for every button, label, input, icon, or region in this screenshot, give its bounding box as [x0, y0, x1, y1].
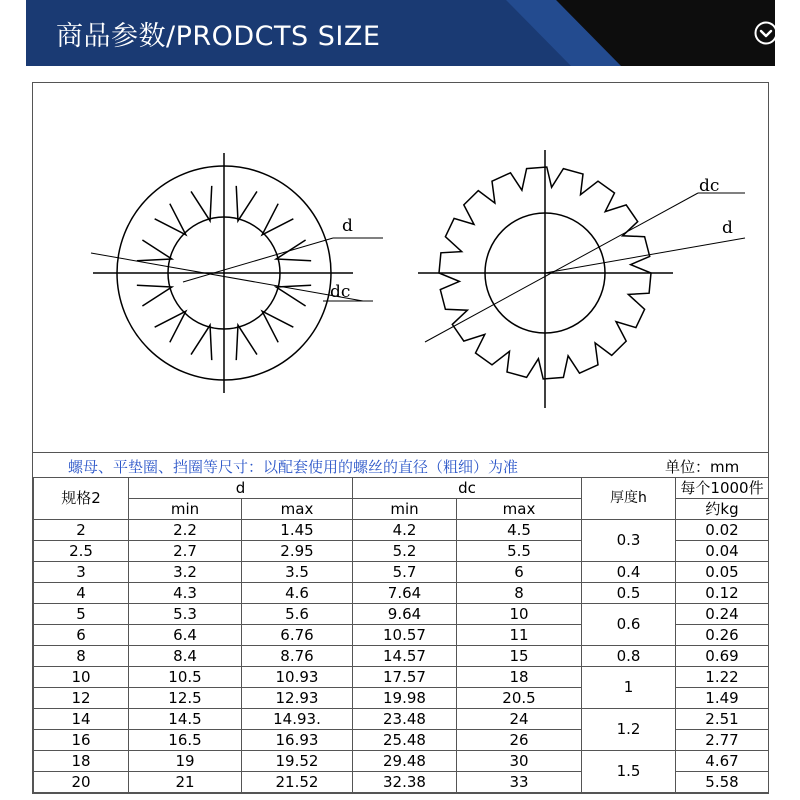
d-max-cell: 19.52	[242, 751, 353, 772]
spec-cell: 14	[34, 709, 129, 730]
table-row	[34, 751, 769, 772]
d-min-cell: 2.2	[129, 520, 242, 541]
weight-cell: 2.51	[676, 709, 769, 730]
right-dc-label: dc	[699, 176, 720, 196]
weight-cell: 0.05	[676, 562, 769, 583]
table-row	[34, 562, 769, 583]
d-max-cell: 10.93	[242, 667, 353, 688]
weight-cell: 1.49	[676, 688, 769, 709]
dc-max-cell: 8	[457, 583, 582, 604]
spec-cell: 6	[34, 625, 129, 646]
dc-max-cell: 6	[457, 562, 582, 583]
d-max-cell: 21.52	[242, 772, 353, 793]
d-max-cell: 1.45	[242, 520, 353, 541]
spec-cell: 8	[34, 646, 129, 667]
thickness-cell: 0.3	[582, 520, 676, 562]
weight-cell: 0.12	[676, 583, 769, 604]
weight-cell: 0.69	[676, 646, 769, 667]
dc-max-cell: 33	[457, 772, 582, 793]
spec-cell: 10	[34, 667, 129, 688]
thickness-cell: 0.5	[582, 583, 676, 604]
d-min-cell: 8.4	[129, 646, 242, 667]
dc-min-cell: 32.38	[353, 772, 457, 793]
dc-max-cell: 18	[457, 667, 582, 688]
d-max-cell: 16.93	[242, 730, 353, 751]
d-min-cell: 3.2	[129, 562, 242, 583]
dc-min-cell: 7.64	[353, 583, 457, 604]
dc-min-cell: 29.48	[353, 751, 457, 772]
dc-min-cell: 17.57	[353, 667, 457, 688]
chevron-down-circle-icon[interactable]	[754, 21, 775, 45]
d-max-cell: 4.6	[242, 583, 353, 604]
weight-cell: 0.24	[676, 604, 769, 625]
dc-header: dc	[353, 478, 582, 499]
washer-drawing	[33, 90, 768, 450]
dc-min-cell: 5.7	[353, 562, 457, 583]
table-row	[34, 520, 769, 541]
thickness-cell: 1	[582, 667, 676, 709]
dc-min-cell: 19.98	[353, 688, 457, 709]
thickness-cell: 1.5	[582, 751, 676, 793]
dc-max-cell: 4.5	[457, 520, 582, 541]
weight-cell: 1.22	[676, 667, 769, 688]
spec-cell: 4	[34, 583, 129, 604]
weight-cell: 4.67	[676, 751, 769, 772]
d-min-cell: 14.5	[129, 709, 242, 730]
dc-max-cell: 15	[457, 646, 582, 667]
unit-label: 单位：mm	[665, 458, 740, 476]
header-banner	[26, 0, 775, 66]
spec-cell: 16	[34, 730, 129, 751]
dc-min-cell: 10.57	[353, 625, 457, 646]
spec-cell: 5	[34, 604, 129, 625]
table-row	[34, 667, 769, 688]
d-max-cell: 12.93	[242, 688, 353, 709]
weight-cell: 0.04	[676, 541, 769, 562]
left-d-label: d	[342, 216, 353, 236]
dc-max-cell: 11	[457, 625, 582, 646]
spec-cell: 3	[34, 562, 129, 583]
d-min-cell: 10.5	[129, 667, 242, 688]
d-min-cell: 19	[129, 751, 242, 772]
weight-cell: 5.58	[676, 772, 769, 793]
right-d-label: d	[722, 218, 733, 238]
dc-min-cell: 4.2	[353, 520, 457, 541]
d-max-cell: 8.76	[242, 646, 353, 667]
d-min-cell: 12.5	[129, 688, 242, 709]
table-row	[34, 583, 769, 604]
d-max-header: max	[242, 499, 353, 520]
dc-max-cell: 30	[457, 751, 582, 772]
dc-max-cell: 26	[457, 730, 582, 751]
spec-header: 规格2	[34, 478, 129, 520]
d-max-cell: 2.95	[242, 541, 353, 562]
d-header: d	[129, 478, 353, 499]
dc-min-cell: 5.2	[353, 541, 457, 562]
d-max-cell: 14.93.	[242, 709, 353, 730]
spec-table	[33, 477, 769, 793]
dc-max-header: max	[457, 499, 582, 520]
thickness-cell: 0.4	[582, 562, 676, 583]
d-max-cell: 5.6	[242, 604, 353, 625]
spec-cell: 2	[34, 520, 129, 541]
table-row	[34, 709, 769, 730]
left-dc-label: dc	[330, 282, 351, 302]
d-min-cell: 21	[129, 772, 242, 793]
spec-cell: 20	[34, 772, 129, 793]
dc-max-cell: 10	[457, 604, 582, 625]
dc-min-cell: 9.64	[353, 604, 457, 625]
dc-min-header: min	[353, 499, 457, 520]
weight-cell: 0.26	[676, 625, 769, 646]
dc-min-cell: 14.57	[353, 646, 457, 667]
d-max-cell: 6.76	[242, 625, 353, 646]
d-min-cell: 16.5	[129, 730, 242, 751]
d-min-cell: 2.7	[129, 541, 242, 562]
spec-cell: 18	[34, 751, 129, 772]
table-row	[34, 604, 769, 625]
weight-cell: 0.02	[676, 520, 769, 541]
internal-tooth-washer-diagram	[91, 153, 383, 393]
spec-cell: 2.5	[34, 541, 129, 562]
spec-table-body	[34, 520, 769, 793]
dc-min-cell: 25.48	[353, 730, 457, 751]
thickness-cell: 1.2	[582, 709, 676, 751]
dc-min-cell: 23.48	[353, 709, 457, 730]
dc-max-cell: 24	[457, 709, 582, 730]
weight-header-line1: 每个1000件	[676, 478, 769, 499]
unit-note-row	[33, 452, 768, 477]
d-min-header: min	[129, 499, 242, 520]
d-min-cell: 6.4	[129, 625, 242, 646]
thickness-header: 厚度h	[582, 478, 676, 520]
d-min-cell: 5.3	[129, 604, 242, 625]
dc-max-cell: 20.5	[457, 688, 582, 709]
d-min-cell: 4.3	[129, 583, 242, 604]
page-title: 商品参数/PRODCTS SIZE	[56, 21, 381, 52]
size-note: 螺母、平垫圈、挡圈等尺寸：以配套使用的螺丝的直径（粗细）为准	[68, 458, 519, 476]
dc-max-cell: 5.5	[457, 541, 582, 562]
thickness-cell: 0.6	[582, 604, 676, 646]
thickness-cell: 0.8	[582, 646, 676, 667]
spec-cell: 12	[34, 688, 129, 709]
d-max-cell: 3.5	[242, 562, 353, 583]
weight-cell: 2.77	[676, 730, 769, 751]
weight-header-line2: 约kg	[676, 499, 769, 520]
external-tooth-washer-diagram	[418, 150, 745, 408]
table-row	[34, 646, 769, 667]
